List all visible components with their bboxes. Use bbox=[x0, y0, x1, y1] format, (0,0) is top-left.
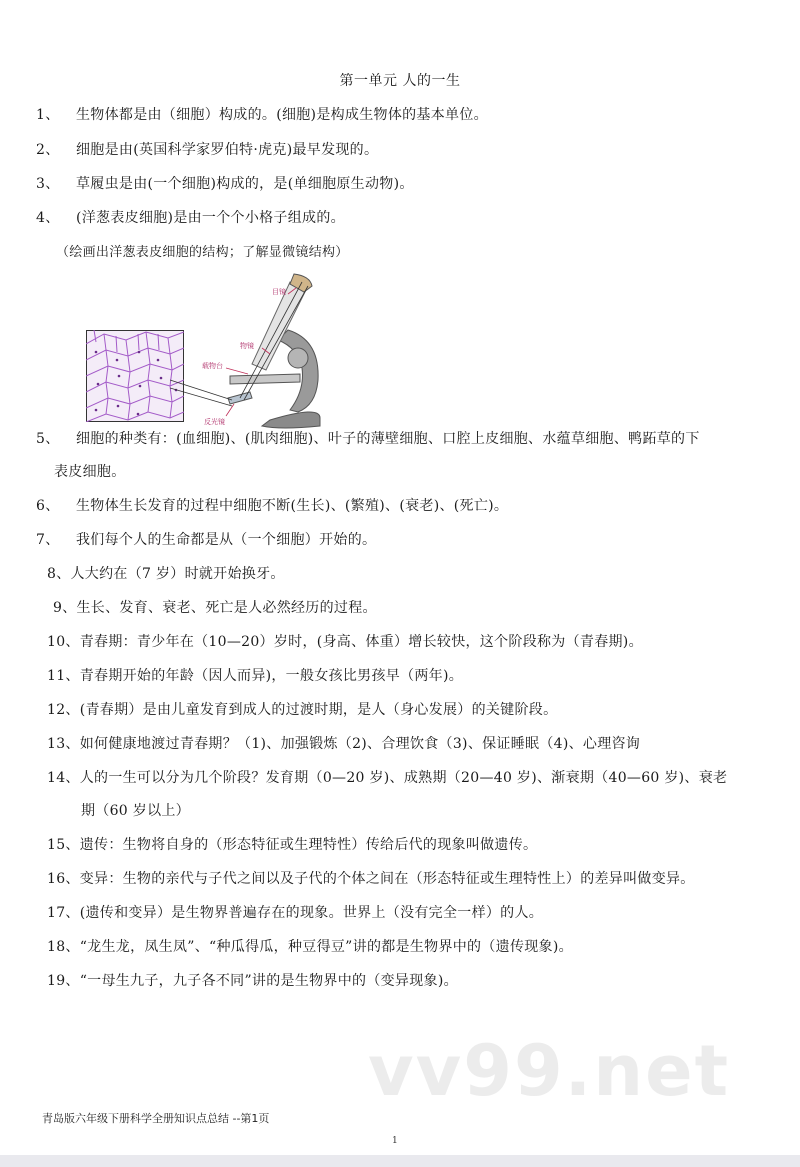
list-item bbox=[36, 529, 376, 549]
list-item: 19、“一母生九子，九子各不同”讲的是生物界中的（变异现象)。 bbox=[47, 973, 458, 989]
list-item: 13、如何健康地渡过青春期？（1)、加强锻炼（2)、合理饮食（3)、保证睡眠（4)、心理咨询 bbox=[47, 736, 641, 752]
item-number: 2、 bbox=[36, 142, 60, 158]
item-number: 5、 bbox=[36, 431, 60, 447]
label-objective: 物镜 bbox=[240, 342, 254, 350]
list-item-continuation: 期（60 岁以上） bbox=[81, 803, 190, 819]
list-item: 12、(青春期）是由儿童发育到成人的过渡时期，是人（身心发展）的关键阶段。 bbox=[47, 702, 558, 718]
drawing-instruction: （绘画出洋葱表皮细胞的结构；了解显微镜结构） bbox=[56, 245, 349, 260]
list-item bbox=[36, 139, 378, 159]
item-text: (洋葱表皮细胞)是由一个个小格子组成的。 bbox=[76, 210, 345, 226]
list-item-continuation: 表皮细胞。 bbox=[54, 464, 126, 480]
list-item: 10、青春期：青少年在（10—20）岁时，(身高、体重）增长较快，这个阶段称为（青春期)。 bbox=[47, 634, 643, 650]
item-text: 细胞是由(英国科学家罗伯特·虎克)最早发现的。 bbox=[76, 142, 379, 158]
list-item bbox=[36, 207, 345, 227]
page-number: 1 bbox=[392, 1136, 398, 1146]
list-item: 9、生长、发育、衰老、死亡是人必然经历的过程。 bbox=[53, 600, 377, 616]
page-footer: 青岛版六年级下册科学全册知识点总结 --第1页 bbox=[42, 1112, 270, 1125]
list-item bbox=[36, 495, 508, 515]
list-item: 8、人大约在（7 岁）时就开始换牙。 bbox=[47, 566, 285, 582]
item-text: 草履虫是由(一个细胞)构成的，是(单细胞原生动物)。 bbox=[76, 176, 414, 192]
item-number: 4、 bbox=[36, 210, 60, 226]
label-stage: 载物台 bbox=[202, 362, 223, 370]
list-item bbox=[36, 428, 700, 448]
item-text: 细胞的种类有：(血细胞)、(肌肉细胞)、叶子的薄壁细胞、口腔上皮细胞、水蕴草细胞、鸭跖草的下 bbox=[76, 431, 700, 447]
microscope-image bbox=[170, 270, 340, 430]
item-text: 我们每个人的生命都是从（一个细胞）开始的。 bbox=[76, 532, 377, 548]
item-text: 生物体都是由（细胞）构成的。(细胞)是构成生物体的基本单位。 bbox=[76, 107, 488, 123]
label-mirror: 反光镜 bbox=[204, 418, 225, 426]
item-text: 生物体生长发育的过程中细胞不断(生长)、(繁殖)、(衰老)、(死亡)。 bbox=[76, 498, 509, 514]
list-item bbox=[36, 104, 488, 124]
bottom-bar bbox=[0, 1155, 800, 1167]
list-item: 11、青春期开始的年龄（因人而异)，一般女孩比男孩早（两年)。 bbox=[47, 668, 464, 684]
watermark: vv99.net bbox=[368, 1030, 731, 1112]
page-title: 第一单元 人的一生 bbox=[339, 73, 461, 89]
item-number: 1、 bbox=[36, 107, 60, 123]
list-item: 14、人的一生可以分为几个阶段？发育期（0—20 岁)、成熟期（20—40 岁)、渐衰期（40—60 岁)、衰老 bbox=[47, 770, 728, 786]
item-number: 7、 bbox=[36, 532, 60, 548]
list-item: 16、变异：生物的亲代与子代之间以及子代的个体之间在（形态特征或生理特性上）的差异叫做变异。 bbox=[47, 871, 695, 887]
list-item bbox=[36, 173, 414, 193]
list-item: 15、遗传：生物将自身的（形态特征或生理特性）传给后代的现象叫做遗传。 bbox=[47, 837, 538, 853]
list-item: 17、(遗传和变异）是生物界普遍存在的现象。世界上（没有完全一样）的人。 bbox=[47, 905, 544, 921]
label-eyepiece: 目镜 bbox=[272, 288, 286, 296]
list-item: 18、“龙生龙，凤生凤”、“种瓜得瓜，种豆得豆”讲的都是生物界中的（遗传现象)。 bbox=[47, 939, 573, 955]
item-number: 3、 bbox=[36, 176, 60, 192]
item-number: 6、 bbox=[36, 498, 60, 514]
